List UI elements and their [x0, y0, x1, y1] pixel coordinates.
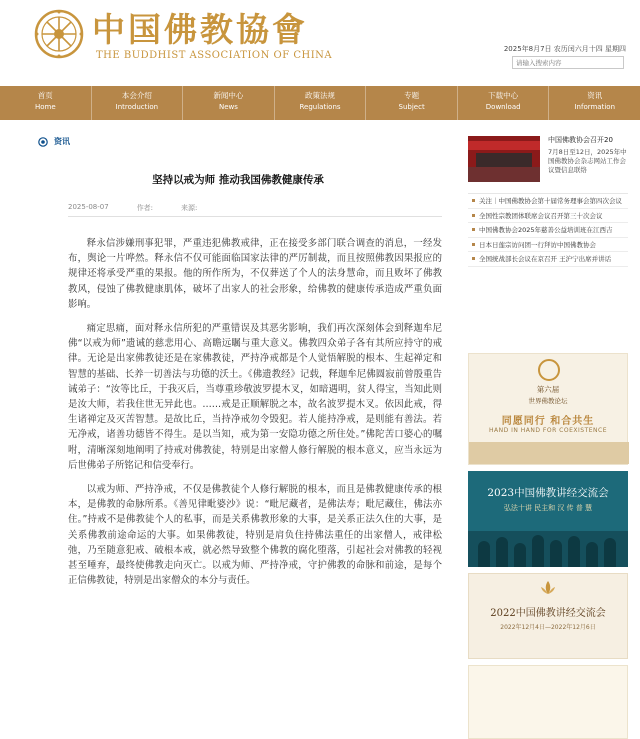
nav-label-en: Regulations [299, 103, 341, 111]
nav-item-information[interactable] [549, 86, 640, 120]
section-title[interactable]: 资讯 [54, 137, 70, 146]
figure-silhouette [496, 537, 508, 567]
bullet-icon [472, 257, 475, 260]
figure-silhouette [514, 543, 526, 567]
article-author: 作者: [136, 204, 154, 212]
promo-banner[interactable] [468, 665, 628, 739]
list-item[interactable] [468, 194, 628, 209]
search-input[interactable] [512, 56, 624, 69]
banner-line: 世界佛教论坛 [528, 397, 568, 405]
nav-label-en: News [218, 103, 238, 111]
nav-label-en: Introduction [115, 103, 159, 111]
figure-silhouette [568, 536, 580, 567]
section-header [38, 136, 70, 147]
forum-emblem-icon [538, 359, 560, 381]
article-paragraph: 以戒为师、严持净戒，不仅是佛教徒个人修行解脱的根本，而且是佛教健康传承的根本，是佛教的命脉所系。《善见律毗婆沙》说：“毗尼藏者，是佛法寿；毗尼藏住，佛法亦住。”持戒不是佛教徒个人的私事，而是关系佛教形象的大事，是关系正法久住的大事，是关系佛教前途命运的大事。如果佛教徒，特别是肩负住持佛法重任的出家僧人，戒律松弛，乃至随意犯戒、破根本戒，就必然导致整个佛教的腐化堕落，引起社会对佛教的轻视甚至唾弃，最终使佛教走向灭亡。以戒为师、严持净戒，守护佛教的命脉和前途，是每个正信佛教徒，特别是出家僧众的本分与责任。 [68, 484, 442, 587]
nav-item-regulations[interactable] [275, 86, 367, 120]
nav-item-introduction[interactable] [92, 86, 184, 120]
nav-item-news[interactable] [183, 86, 275, 120]
nav-label-cn: 专题 [404, 91, 420, 100]
banner-figures-decoration [468, 531, 628, 567]
article-date: 2025-08-07 [68, 203, 109, 211]
news-link[interactable]: 关注｜中国佛教协会第十届常务理事会第四次会议 [479, 197, 622, 206]
news-link[interactable]: 全国性宗教团体联席会议召开第三十次会议 [479, 211, 603, 220]
date-display: 2025年8月7日 农历闰六月十四 星期四 [503, 45, 626, 53]
nav-label-en: Subject [398, 103, 425, 111]
banner-slogan-en: HAND IN HAND FOR COEXISTENCE [489, 427, 607, 434]
lotus-icon [539, 579, 557, 597]
banner-subtitle: 弘法十讲 民主和 汉 传 普 慧 [503, 504, 593, 512]
figure-silhouette [478, 541, 490, 567]
featured-news-title[interactable]: 中国佛教协会召开20 [548, 136, 613, 144]
news-link[interactable]: 全国统战部长会议在京召开 王沪宁出席并讲话 [479, 255, 612, 264]
bullet-icon [472, 228, 475, 231]
dharma-wheel-logo-icon[interactable] [34, 9, 84, 59]
banner-subtitle: 2022年12月4日—2022年12月6日 [500, 624, 596, 631]
nav-label-cn: 下载中心 [488, 91, 519, 100]
figure-silhouette [532, 535, 544, 567]
main-nav [0, 86, 640, 120]
nav-label-cn: 政策法规 [305, 91, 336, 100]
news-link[interactable]: 中国佛教协会2025年慈善公益培训班在江西吉 [479, 226, 613, 235]
list-item[interactable] [468, 209, 628, 224]
figure-silhouette [586, 542, 598, 567]
bullet-icon [472, 243, 475, 246]
thumbnail-audience [468, 167, 540, 182]
article-source: 来源: [181, 204, 198, 212]
nav-label-en: Home [34, 103, 56, 111]
list-item[interactable] [468, 223, 628, 238]
list-item[interactable] [468, 252, 628, 267]
banner-slogan: 同愿同行 和合共生 [501, 416, 595, 427]
banner-line: 第六届 [536, 385, 560, 394]
bullet-icon [472, 199, 475, 202]
nav-item-download[interactable] [458, 86, 550, 120]
featured-news-summary: 7月8日至12日，2025年中国佛教协会杂志网站工作会议暨信息联络 [548, 148, 627, 174]
site-logo-title[interactable]: 中国佛教協會 [92, 10, 308, 49]
featured-news-thumbnail[interactable] [468, 136, 540, 182]
article-meta [68, 203, 197, 213]
nav-label-cn: 本会介绍 [121, 91, 152, 100]
news-list [468, 193, 628, 267]
figure-silhouette [550, 540, 562, 567]
divider [68, 216, 442, 217]
thumbnail-stage [476, 153, 532, 167]
nav-label-en: Information [574, 103, 616, 111]
sutra-exchange-2023-banner[interactable] [468, 471, 628, 567]
nav-item-home[interactable] [0, 86, 92, 120]
figure-silhouette [604, 538, 616, 567]
sutra-exchange-2022-banner[interactable] [468, 573, 628, 659]
nav-label-cn: 新闻中心 [213, 91, 244, 100]
news-link[interactable]: 日本日莲宗访问团一行拜访中国佛教协会 [479, 240, 596, 249]
list-item[interactable] [468, 238, 628, 253]
nav-label-cn: 资讯 [587, 91, 603, 100]
article-title: 坚持以戒为师 推动我国佛教健康传承 [152, 174, 324, 186]
article-paragraph: 释永信涉嫌刑事犯罪，严重违犯佛教戒律，正在接受多部门联合调查的消息，一经发布，舆论一片哗然。释永信不仅可能面临国家法律的严厉制裁，而且按照佛教因果报应的规律还将承受严重的果报。他的所作所为，不仅葬送了个人的法身慧命，而且败坏了佛教教风，侵蚀了佛教健康肌体，破坏了出家人的社会形象，给佛教的健康传承造成严重负面影响。 [68, 238, 442, 310]
banner-title: 2022中国佛教讲经交流会 [490, 608, 606, 619]
thumbnail-banner [468, 141, 540, 150]
section-target-icon [38, 137, 48, 147]
nav-item-subject[interactable] [366, 86, 458, 120]
article-body [68, 236, 442, 597]
banner-ground-decoration [469, 442, 629, 464]
site-header [0, 0, 640, 86]
site-logo-subtitle: THE BUDDHIST ASSOCIATION OF CHINA [96, 50, 333, 61]
article-paragraph: 痛定思痛，面对释永信所犯的严重错误及其恶劣影响，我们再次深刻体会到释迦牟尼佛“以戒为师”遗诫的慈悲用心、高瞻远瞩与重大意义。佛教四众弟子各有其所应持守的戒律。无论是出家佛教徒还是在家佛教徒，严持净戒都是个人觉悟解脱的根本、生起禅定和智慧的基础、长养一切善法与功德的沃土。《佛遗教经》记载，释迦牟尼佛圆寂前曾殷重告诫弟子：“汝等比丘，于我灭后，当尊重珍敬波罗提木叉，如暗遇明，贫人得宝，当知此则是汝大师，若我住世无异此也。……戒是正顺解脱之本，故名波罗提木叉。依因此戒，得生诸禅定及灭苦智慧。是故比丘，当持净戒勿令毁犯。若人能持净戒，是则能有善法。若无净戒，诸善功德皆不得生。是以当知，戒为第一安隐功德之所住处。”佛陀苦口婆心的嘱咐，清晰深刻地阐明了持戒对佛教徒，特别是出家僧人修行解脱的根本意义，应当永远为后世佛弟子所铭记和信受奉行。 [68, 323, 442, 471]
nav-label-en: Download [485, 103, 521, 111]
banner-title: 2023中国佛教讲经交流会 [487, 487, 609, 499]
bullet-icon [472, 214, 475, 217]
nav-label-cn: 首页 [37, 91, 53, 100]
world-buddhist-forum-banner[interactable] [468, 353, 628, 465]
